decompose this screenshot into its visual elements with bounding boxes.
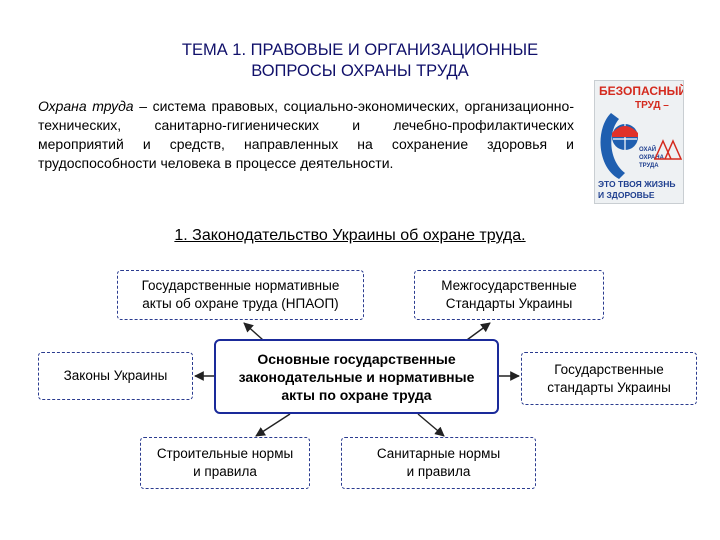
node-laws	[38, 352, 193, 400]
arrow-to-building	[256, 414, 290, 436]
node-npaop-line-2: акты об охране труда (НПАОП)	[142, 296, 339, 311]
title-line-2: ВОПРОСЫ ОХРАНЫ ТРУДА	[251, 62, 469, 80]
definition-text: – система правовых, социально-экономических, организационно-технических, санитарно-гигиенических и лечебно-профилактических мероприятий и средств, направленных на сохранение здоровья и трудоспособности человека в процессе деятельности.	[38, 98, 574, 171]
poster-side-2: ОХРАНА	[639, 155, 664, 161]
node-sanitary-line-2: и правила	[406, 464, 471, 479]
node-sanitary-line-1: Санитарные нормы	[376, 446, 501, 461]
title-line-1: ТЕМА 1. ПРАВОВЫЕ И ОРГАНИЗАЦИОННЫЕ	[181, 41, 539, 59]
poster-side-3: ТРУДА	[639, 163, 659, 169]
node-npaop-line-1: Государственные нормативные	[141, 278, 340, 293]
node-state-standards	[521, 352, 697, 405]
poster-side-1: ОХАЙ	[639, 147, 657, 153]
poster-line-2: ТРУД –	[635, 100, 669, 111]
poster-line-1: БЕЗОПАСНЫЙ	[599, 84, 683, 98]
node-central	[214, 339, 499, 414]
poster-bottom-1: ЭТО ТВОЯ ЖИЗНЬ	[598, 179, 676, 189]
node-laws-line-1: Законы Украины	[63, 368, 168, 383]
poster-bottom-2: И ЗДОРОВЬЕ	[598, 190, 655, 200]
node-interstate-line-1: Межгосударственные	[441, 278, 577, 293]
node-npaop	[117, 270, 364, 320]
node-interstate-line-2: Стандарты Украины	[445, 296, 573, 311]
definition-term: Охрана труда	[38, 98, 134, 114]
node-central-line-3: акты по охране труда	[281, 386, 432, 403]
node-state-standards-line-2: стандарты Украины	[547, 379, 671, 395]
node-building-line-2: и правила	[193, 464, 257, 479]
node-interstate-standards	[414, 270, 604, 320]
node-sanitary-codes	[341, 437, 536, 489]
node-building-line-1: Строительные нормы	[156, 446, 294, 461]
node-building-codes	[140, 437, 310, 489]
node-central-line-2: законодательные и нормативные	[238, 368, 475, 385]
arrow-to-sanitary	[418, 414, 444, 436]
section-subtitle: 1. Законодательство Украины об охране труда.	[174, 227, 526, 244]
node-central-line-1: Основные государственные	[257, 350, 456, 367]
node-state-standards-line-1: Государственные	[554, 361, 664, 377]
